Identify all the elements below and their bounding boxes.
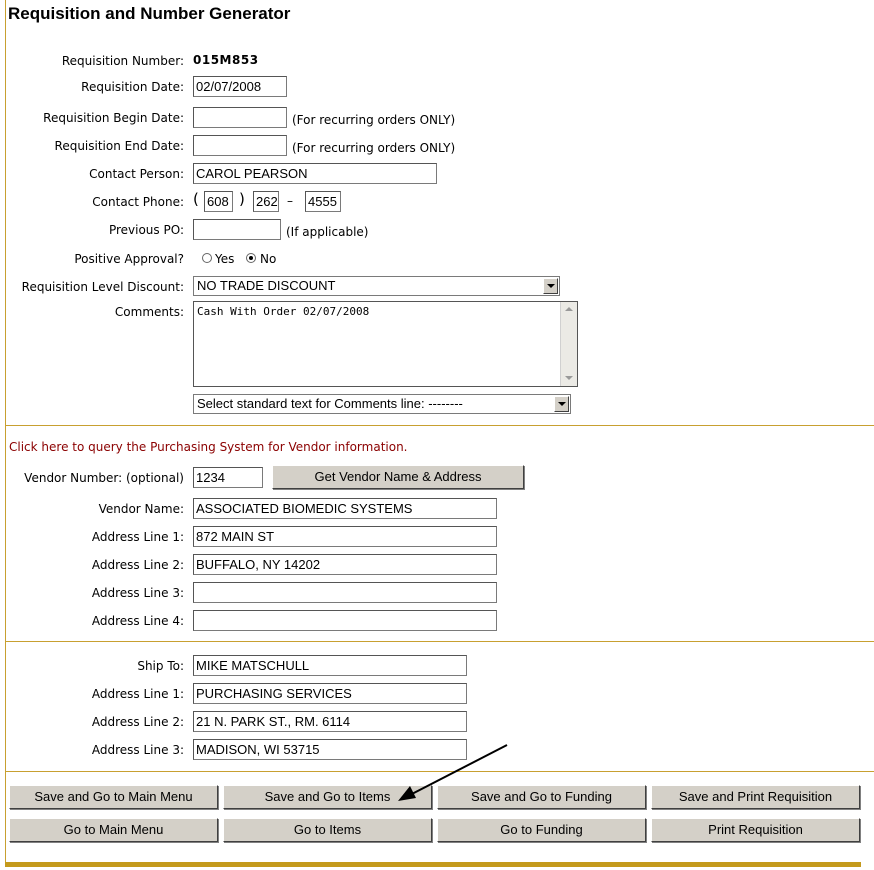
positive-approval-label: Positive Approval? [74,252,184,266]
ship-address1-label: Address Line 1: [91,687,184,701]
discount-label: Requisition Level Discount: [21,280,184,294]
phone-prefix-input[interactable]: 262 [253,191,279,212]
save-main-menu-button[interactable]: Save and Go to Main Menu [9,785,218,809]
funding-button[interactable]: Go to Funding [437,818,646,842]
ship-address2-label: Address Line 2: [91,715,184,729]
vendor-number-input[interactable]: 1234 [193,467,263,488]
get-vendor-button[interactable]: Get Vendor Name & Address [272,465,524,489]
requisition-number-value: 015M853 [193,53,259,67]
comments-label: Comments: [114,305,184,319]
requisition-date-label: Requisition Date: [81,80,184,94]
requisition-date-input[interactable]: 02/07/2008 [193,76,287,97]
ship-to-input[interactable]: MIKE MATSCHULL [193,655,467,676]
vendor-name-label: Vendor Name: [98,502,184,516]
page-title: Requisition and Number Generator [8,4,291,23]
ship-address1-input[interactable]: PURCHASING SERVICES [193,683,467,704]
vendor-address1-input[interactable]: 872 MAIN ST [193,526,497,547]
end-date-label: Requisition End Date: [54,139,184,153]
approval-yes-label: Yes [215,252,235,266]
ship-address3-label: Address Line 3: [91,743,184,757]
standard-text-selected-value: Select standard text for Comments line: -------- [197,396,463,411]
main-menu-button[interactable]: Go to Main Menu [9,818,218,842]
contact-phone-label: Contact Phone: [92,195,184,209]
discount-selected-value: NO TRADE DISCOUNT [197,278,336,293]
requisition-number-label: Requisition Number: [61,54,184,68]
vendor-query-link[interactable]: Click here to query the Purchasing System for Vendor information. [9,440,408,454]
print-button[interactable]: Print Requisition [651,818,860,842]
comments-text: Cash With Order 02/07/2008 [197,305,370,318]
save-print-button[interactable]: Save and Print Requisition [651,785,860,809]
ship-address3-input[interactable]: MADISON, WI 53715 [193,739,467,760]
previous-po-label: Previous PO: [108,223,184,237]
contact-person-label: Contact Person: [89,167,184,181]
save-funding-button[interactable]: Save and Go to Funding [437,785,646,809]
phone-close-paren: ) [239,190,245,208]
phone-line-input[interactable]: 4555 [305,191,341,212]
phone-open-paren: ( [193,190,199,208]
vendor-number-label: Vendor Number: (optional) [24,471,184,485]
ship-to-label: Ship To: [137,659,184,673]
vendor-name-input[interactable]: ASSOCIATED BIOMEDIC SYSTEMS [193,498,497,519]
items-button[interactable]: Go to Items [223,818,432,842]
contact-person-input[interactable]: CAROL PEARSON [193,163,437,184]
vendor-address1-label: Address Line 1: [91,530,184,544]
approval-no-label: No [260,252,277,266]
ship-address2-input[interactable]: 21 N. PARK ST., RM. 6114 [193,711,467,732]
vendor-address4-label: Address Line 4: [91,614,184,628]
phone-area-input[interactable]: 608 [204,191,233,212]
recurring-note: (For recurring orders ONLY) [292,141,456,155]
save-items-button[interactable]: Save and Go to Items [223,785,432,809]
recurring-note: (For recurring orders ONLY) [292,113,456,127]
vendor-address3-label: Address Line 3: [91,586,184,600]
po-note: (If applicable) [286,225,369,239]
phone-dash: – [287,194,293,208]
vendor-address2-input[interactable]: BUFFALO, NY 14202 [193,554,497,575]
vendor-address2-label: Address Line 2: [91,558,184,572]
begin-date-label: Requisition Begin Date: [43,111,184,125]
